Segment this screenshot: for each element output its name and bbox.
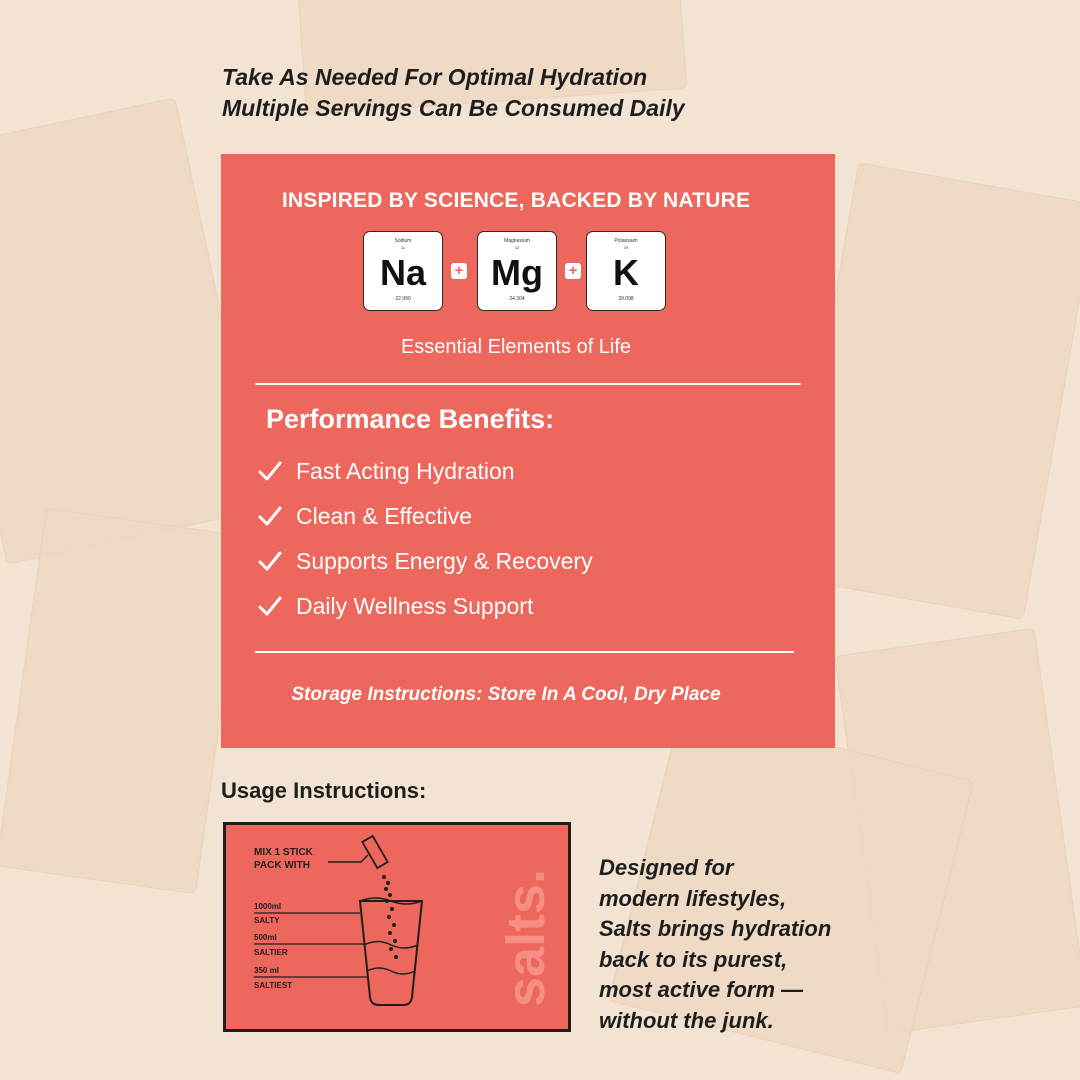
element-tile-magnesium (477, 231, 557, 311)
level-label: SALTIER (254, 948, 288, 957)
check-icon (258, 459, 282, 483)
tagline-line: Salts brings hydration (599, 916, 832, 941)
stick-pack-icon (362, 836, 387, 868)
benefit-label: Fast Acting Hydration (296, 457, 515, 484)
element-symbol: Na (379, 252, 427, 293)
brand-watermark: salts. (496, 868, 556, 1007)
tagline-line: modern lifestyles, (599, 885, 787, 911)
element-name: Potassium (614, 238, 638, 244)
element-symbol: Mg (491, 252, 543, 293)
level-label: SALTY (254, 916, 280, 925)
storage-instructions: Storage Instructions: Store In A Cool, Dry Place (291, 684, 721, 705)
element-name: Magnesium (504, 238, 530, 244)
level-label: SALTIEST (254, 981, 293, 990)
element-number: 11 (400, 245, 406, 250)
element-tile-sodium (363, 231, 443, 311)
science-title: INSPIRED BY SCIENCE, BACKED BY NATURE (281, 189, 751, 212)
glass-icon (360, 898, 422, 1005)
tagline-line: back to its purest, (599, 946, 788, 972)
element-tile-potassium (586, 231, 666, 311)
level-amount: 500ml (254, 933, 277, 942)
element-mass: 39.098 (618, 296, 634, 302)
top-heading-line-1: Take As Needed For Optimal Hydration (222, 64, 648, 90)
divider-bottom (255, 651, 794, 653)
top-heading (222, 62, 685, 124)
tagline-line: without the junk. (599, 1007, 774, 1033)
tagline (599, 853, 831, 1036)
divider-top (255, 383, 801, 385)
level-amount: 1000ml (254, 902, 282, 911)
benefit-item (258, 499, 472, 533)
element-number: 19 (623, 245, 629, 250)
plus-icon: + (565, 263, 581, 279)
usage-illustration (226, 825, 568, 1029)
benefit-label: Daily Wellness Support (296, 592, 534, 619)
benefit-item (258, 544, 593, 578)
element-number: 12 (514, 245, 520, 250)
element-name: Sodium (394, 238, 412, 244)
element-symbol: K (613, 252, 639, 293)
elements-row (363, 231, 673, 315)
tagline-line: Designed for (599, 855, 734, 880)
element-mass: 22.990 (395, 296, 411, 302)
check-icon (258, 594, 282, 618)
check-icon (258, 549, 282, 573)
level-amount: 350 ml (254, 966, 279, 975)
plus-icon: + (451, 263, 467, 279)
pointer-line (328, 855, 368, 862)
elements-caption: Essential Elements of Life (400, 336, 632, 358)
top-heading-line-2: Multiple Servings Can Be Consumed Daily (222, 95, 685, 121)
benefit-label: Clean & Effective (296, 502, 473, 529)
mix-line-2: PACK WITH (254, 860, 310, 871)
benefits-title: Performance Benefits: (266, 404, 555, 434)
check-icon (258, 504, 282, 528)
benefit-label: Supports Energy & Recovery (296, 547, 593, 574)
tagline-line: most active form — (599, 977, 804, 1002)
mix-line-1: MIX 1 STICK (254, 847, 313, 858)
benefit-item (258, 589, 533, 623)
usage-title: Usage Instructions: (221, 778, 427, 803)
usage-diagram (223, 822, 571, 1032)
benefit-item (258, 454, 515, 488)
element-mass: 24.304 (509, 296, 525, 302)
